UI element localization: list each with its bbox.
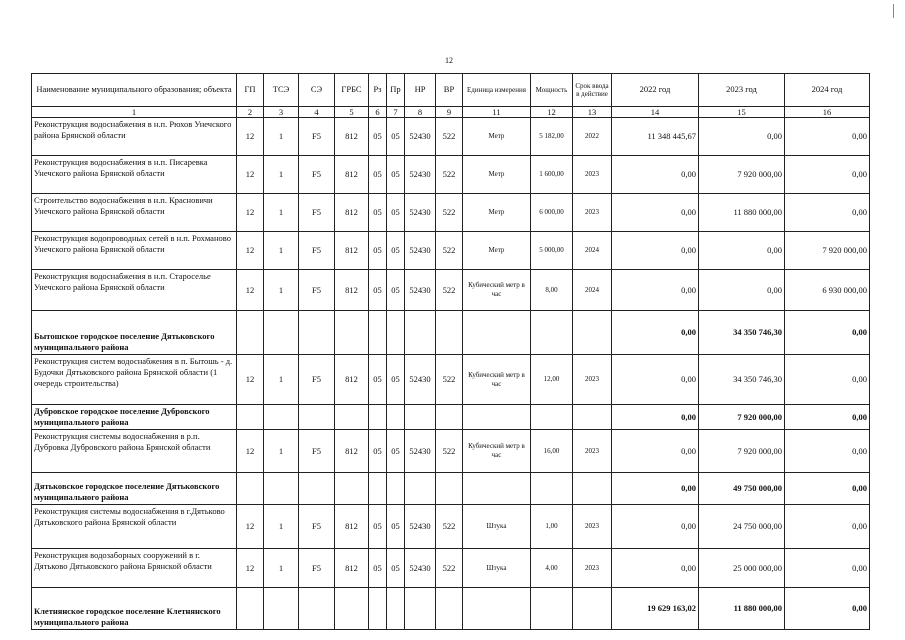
cell-2024: 0,00 [785, 473, 870, 505]
cell-2024: 7 920 000,00 [785, 232, 870, 270]
column-number: 2 [237, 107, 264, 118]
cell-2024: 0,00 [785, 549, 870, 588]
cell-pr [387, 588, 405, 630]
cell-nr [405, 473, 436, 505]
cell-unit [463, 588, 531, 630]
cell-capacity: 5 000,00 [531, 232, 573, 270]
cell-2022: 19 629 163,02 [612, 588, 699, 630]
table-body [32, 118, 870, 630]
cell-gp: 12 [237, 549, 264, 588]
header-pr: Пр [387, 74, 405, 107]
cell-pr: 05 [387, 270, 405, 311]
cell-unit: Штука [463, 505, 531, 549]
scan-edge-mark [893, 4, 894, 18]
column-number: 15 [699, 107, 785, 118]
cell-grbs: 812 [335, 232, 369, 270]
table-row [32, 270, 870, 311]
cell-rz: 05 [369, 430, 387, 473]
table-row [32, 156, 870, 194]
column-number: 11 [463, 107, 531, 118]
cell-grbs: 812 [335, 430, 369, 473]
header-grbs: ГРБС [335, 74, 369, 107]
cell-capacity [531, 311, 573, 355]
budget-table [31, 73, 870, 630]
cell-2023: 7 920 000,00 [699, 156, 785, 194]
cell-tse: 1 [264, 194, 299, 232]
cell-2022: 0,00 [612, 232, 699, 270]
cell-se: F5 [299, 505, 335, 549]
cell-term: 2023 [573, 156, 612, 194]
header-rz: Рз [369, 74, 387, 107]
cell-rz: 05 [369, 549, 387, 588]
cell-2022: 0,00 [612, 270, 699, 311]
cell-pr: 05 [387, 549, 405, 588]
cell-term: 2022 [573, 118, 612, 156]
cell-2023: 7 920 000,00 [699, 405, 785, 430]
cell-2024: 0,00 [785, 118, 870, 156]
column-number: 16 [785, 107, 870, 118]
cell-vr: 522 [436, 156, 463, 194]
cell-2024: 0,00 [785, 194, 870, 232]
cell-2022: 0,00 [612, 430, 699, 473]
cell-gp [237, 588, 264, 630]
cell-term: 2023 [573, 549, 612, 588]
column-number: 12 [531, 107, 573, 118]
cell-se: F5 [299, 549, 335, 588]
cell-gp: 12 [237, 232, 264, 270]
cell-rz: 05 [369, 194, 387, 232]
cell-2024: 0,00 [785, 588, 870, 630]
cell-2022: 0,00 [612, 473, 699, 505]
row-name: Реконструкция водоснабжения в н.п. Староселье Унечского района Брянской области [32, 270, 237, 311]
cell-nr [405, 405, 436, 430]
cell-vr [436, 588, 463, 630]
cell-grbs [335, 588, 369, 630]
cell-vr [436, 311, 463, 355]
cell-se: F5 [299, 232, 335, 270]
column-number-row [32, 107, 870, 118]
cell-2023: 0,00 [699, 118, 785, 156]
cell-tse [264, 473, 299, 505]
cell-vr: 522 [436, 549, 463, 588]
cell-unit: Кубический метр в час [463, 355, 531, 405]
header-se: СЭ [299, 74, 335, 107]
column-number: 3 [264, 107, 299, 118]
cell-2024: 6 930 000,00 [785, 270, 870, 311]
group-row [32, 473, 870, 505]
cell-se: F5 [299, 430, 335, 473]
cell-tse: 1 [264, 430, 299, 473]
cell-vr: 522 [436, 430, 463, 473]
group-row [32, 311, 870, 355]
cell-nr [405, 311, 436, 355]
row-name: Дубровское городское поселение Дубровского муниципального района [32, 405, 237, 430]
cell-2022: 11 348 445,67 [612, 118, 699, 156]
cell-2023: 24 750 000,00 [699, 505, 785, 549]
cell-capacity: 6 000,00 [531, 194, 573, 232]
cell-term: 2024 [573, 232, 612, 270]
cell-capacity: 1,00 [531, 505, 573, 549]
cell-nr: 52430 [405, 549, 436, 588]
cell-se: F5 [299, 156, 335, 194]
cell-2023: 0,00 [699, 270, 785, 311]
table-row [32, 549, 870, 588]
header-2023: 2023 год [699, 74, 785, 107]
row-name: Реконструкция водоснабжения в н.п. Рюхов Унечского района Брянской области [32, 118, 237, 156]
cell-2024: 0,00 [785, 311, 870, 355]
header-gp: ГП [237, 74, 264, 107]
cell-2024: 0,00 [785, 430, 870, 473]
cell-gp: 12 [237, 355, 264, 405]
column-number: 7 [387, 107, 405, 118]
cell-term [573, 473, 612, 505]
cell-nr: 52430 [405, 194, 436, 232]
cell-unit [463, 311, 531, 355]
cell-unit: Метр [463, 118, 531, 156]
cell-capacity: 4,00 [531, 549, 573, 588]
table-row [32, 355, 870, 405]
cell-se: F5 [299, 355, 335, 405]
cell-vr: 522 [436, 232, 463, 270]
cell-unit: Метр [463, 232, 531, 270]
cell-grbs [335, 405, 369, 430]
row-name: Реконструкция системы водоснабжения в г.Дятьково Дятьковского района Брянской области [32, 505, 237, 549]
cell-gp [237, 311, 264, 355]
cell-unit [463, 405, 531, 430]
cell-se [299, 311, 335, 355]
cell-capacity: 12,00 [531, 355, 573, 405]
cell-2022: 0,00 [612, 311, 699, 355]
cell-tse: 1 [264, 270, 299, 311]
cell-2024: 0,00 [785, 355, 870, 405]
cell-gp: 12 [237, 194, 264, 232]
column-number: 6 [369, 107, 387, 118]
cell-2024: 0,00 [785, 405, 870, 430]
table-row [32, 118, 870, 156]
cell-2023: 25 000 000,00 [699, 549, 785, 588]
cell-nr: 52430 [405, 505, 436, 549]
cell-tse: 1 [264, 156, 299, 194]
cell-vr: 522 [436, 505, 463, 549]
cell-2024: 0,00 [785, 156, 870, 194]
cell-vr [436, 473, 463, 505]
cell-unit: Метр [463, 194, 531, 232]
header-term: Срок ввода в действие [573, 74, 612, 107]
cell-tse: 1 [264, 355, 299, 405]
cell-grbs: 812 [335, 270, 369, 311]
cell-pr: 05 [387, 505, 405, 549]
cell-rz [369, 473, 387, 505]
row-name: Реконструкция водозаборных сооружений в г. Дятьково Дятьковского района Брянской области [32, 549, 237, 588]
cell-vr: 522 [436, 355, 463, 405]
cell-se: F5 [299, 194, 335, 232]
cell-pr [387, 405, 405, 430]
cell-gp [237, 405, 264, 430]
table-row [32, 194, 870, 232]
cell-grbs [335, 473, 369, 505]
cell-2023: 0,00 [699, 232, 785, 270]
cell-se [299, 405, 335, 430]
cell-grbs: 812 [335, 505, 369, 549]
cell-pr: 05 [387, 355, 405, 405]
cell-se [299, 588, 335, 630]
cell-vr: 522 [436, 118, 463, 156]
cell-gp: 12 [237, 505, 264, 549]
cell-2022: 0,00 [612, 194, 699, 232]
cell-term [573, 311, 612, 355]
cell-tse: 1 [264, 232, 299, 270]
cell-capacity [531, 588, 573, 630]
cell-pr: 05 [387, 118, 405, 156]
header-nr: НР [405, 74, 436, 107]
header-name: Наименование муниципального образования; объекта [32, 74, 237, 107]
cell-rz [369, 405, 387, 430]
table-row [32, 505, 870, 549]
cell-pr: 05 [387, 232, 405, 270]
cell-unit: Кубический метр в час [463, 430, 531, 473]
cell-rz [369, 588, 387, 630]
header-2024: 2024 год [785, 74, 870, 107]
row-name: Реконструкция водопроводных сетей в н.п. Рохманово Унечского района Брянской области [32, 232, 237, 270]
column-number: 4 [299, 107, 335, 118]
cell-rz: 05 [369, 355, 387, 405]
cell-2022: 0,00 [612, 549, 699, 588]
cell-nr: 52430 [405, 355, 436, 405]
cell-2023: 11 880 000,00 [699, 194, 785, 232]
header-capacity: Мощность [531, 74, 573, 107]
cell-capacity: 8,00 [531, 270, 573, 311]
cell-gp: 12 [237, 270, 264, 311]
cell-term [573, 588, 612, 630]
cell-2023: 49 750 000,00 [699, 473, 785, 505]
cell-2023: 34 350 746,30 [699, 311, 785, 355]
cell-pr: 05 [387, 156, 405, 194]
cell-2022: 0,00 [612, 405, 699, 430]
column-number: 14 [612, 107, 699, 118]
cell-gp [237, 473, 264, 505]
cell-capacity [531, 405, 573, 430]
header-row [32, 74, 870, 107]
cell-rz: 05 [369, 232, 387, 270]
cell-rz [369, 311, 387, 355]
cell-pr: 05 [387, 194, 405, 232]
cell-term [573, 405, 612, 430]
column-number: 1 [32, 107, 237, 118]
cell-gp: 12 [237, 118, 264, 156]
cell-tse [264, 405, 299, 430]
cell-rz: 05 [369, 505, 387, 549]
header-unit: Единица измерения [463, 74, 531, 107]
cell-2024: 0,00 [785, 505, 870, 549]
row-name: Бытошское городское поселение Дятьковского муниципального района [32, 311, 237, 355]
cell-gp: 12 [237, 430, 264, 473]
cell-unit: Кубический метр в час [463, 270, 531, 311]
cell-se: F5 [299, 270, 335, 311]
cell-2023: 34 350 746,30 [699, 355, 785, 405]
cell-se [299, 473, 335, 505]
cell-term: 2023 [573, 355, 612, 405]
cell-vr: 522 [436, 194, 463, 232]
cell-2023: 7 920 000,00 [699, 430, 785, 473]
cell-pr [387, 311, 405, 355]
column-number: 9 [436, 107, 463, 118]
cell-nr: 52430 [405, 232, 436, 270]
cell-vr [436, 405, 463, 430]
cell-se: F5 [299, 118, 335, 156]
cell-tse [264, 588, 299, 630]
cell-2022: 0,00 [612, 505, 699, 549]
page-number: 12 [445, 56, 453, 65]
row-name: Клетнянское городское поселение Клетнянского муниципального района [32, 588, 237, 630]
cell-tse [264, 311, 299, 355]
group-row [32, 588, 870, 630]
row-name: Реконструкция водоснабжения в н.п. Писаревка Унечского района Брянской области [32, 156, 237, 194]
row-name: Реконструкция системы водоснабжения в р.п. Дубровка Дубровского района Брянской области [32, 430, 237, 473]
cell-nr: 52430 [405, 118, 436, 156]
cell-tse: 1 [264, 549, 299, 588]
cell-capacity: 16,00 [531, 430, 573, 473]
cell-term: 2023 [573, 505, 612, 549]
column-number: 8 [405, 107, 436, 118]
cell-nr [405, 588, 436, 630]
cell-capacity [531, 473, 573, 505]
cell-2022: 0,00 [612, 355, 699, 405]
cell-grbs: 812 [335, 118, 369, 156]
cell-unit: Штука [463, 549, 531, 588]
cell-rz: 05 [369, 156, 387, 194]
cell-grbs: 812 [335, 355, 369, 405]
table-row [32, 430, 870, 473]
cell-unit [463, 473, 531, 505]
cell-nr: 52430 [405, 430, 436, 473]
column-number: 5 [335, 107, 369, 118]
cell-tse: 1 [264, 505, 299, 549]
cell-pr: 05 [387, 430, 405, 473]
cell-grbs: 812 [335, 549, 369, 588]
cell-tse: 1 [264, 118, 299, 156]
header-vr: ВР [436, 74, 463, 107]
cell-capacity: 1 600,00 [531, 156, 573, 194]
cell-pr [387, 473, 405, 505]
cell-term: 2024 [573, 270, 612, 311]
cell-2022: 0,00 [612, 156, 699, 194]
group-row [32, 405, 870, 430]
cell-rz: 05 [369, 118, 387, 156]
row-name: Дятьковское городское поселение Дятьковского муниципального района [32, 473, 237, 505]
cell-grbs [335, 311, 369, 355]
cell-2023: 11 880 000,00 [699, 588, 785, 630]
cell-capacity: 5 182,00 [531, 118, 573, 156]
row-name: Строительство водоснабжения в н.п. Красновичи Унечского района Брянской области [32, 194, 237, 232]
header-tse: ТСЭ [264, 74, 299, 107]
cell-term: 2023 [573, 430, 612, 473]
header-2022: 2022 год [612, 74, 699, 107]
cell-term: 2023 [573, 194, 612, 232]
cell-grbs: 812 [335, 194, 369, 232]
row-name: Реконструкция систем водоснабжения в п. Бытошь - д. Будочки Дятьковского района Брянской области (1 очередь строительства) [32, 355, 237, 405]
cell-vr: 522 [436, 270, 463, 311]
cell-grbs: 812 [335, 156, 369, 194]
cell-rz: 05 [369, 270, 387, 311]
cell-nr: 52430 [405, 270, 436, 311]
cell-gp: 12 [237, 156, 264, 194]
column-number: 13 [573, 107, 612, 118]
cell-unit: Метр [463, 156, 531, 194]
cell-nr: 52430 [405, 156, 436, 194]
table-row [32, 232, 870, 270]
